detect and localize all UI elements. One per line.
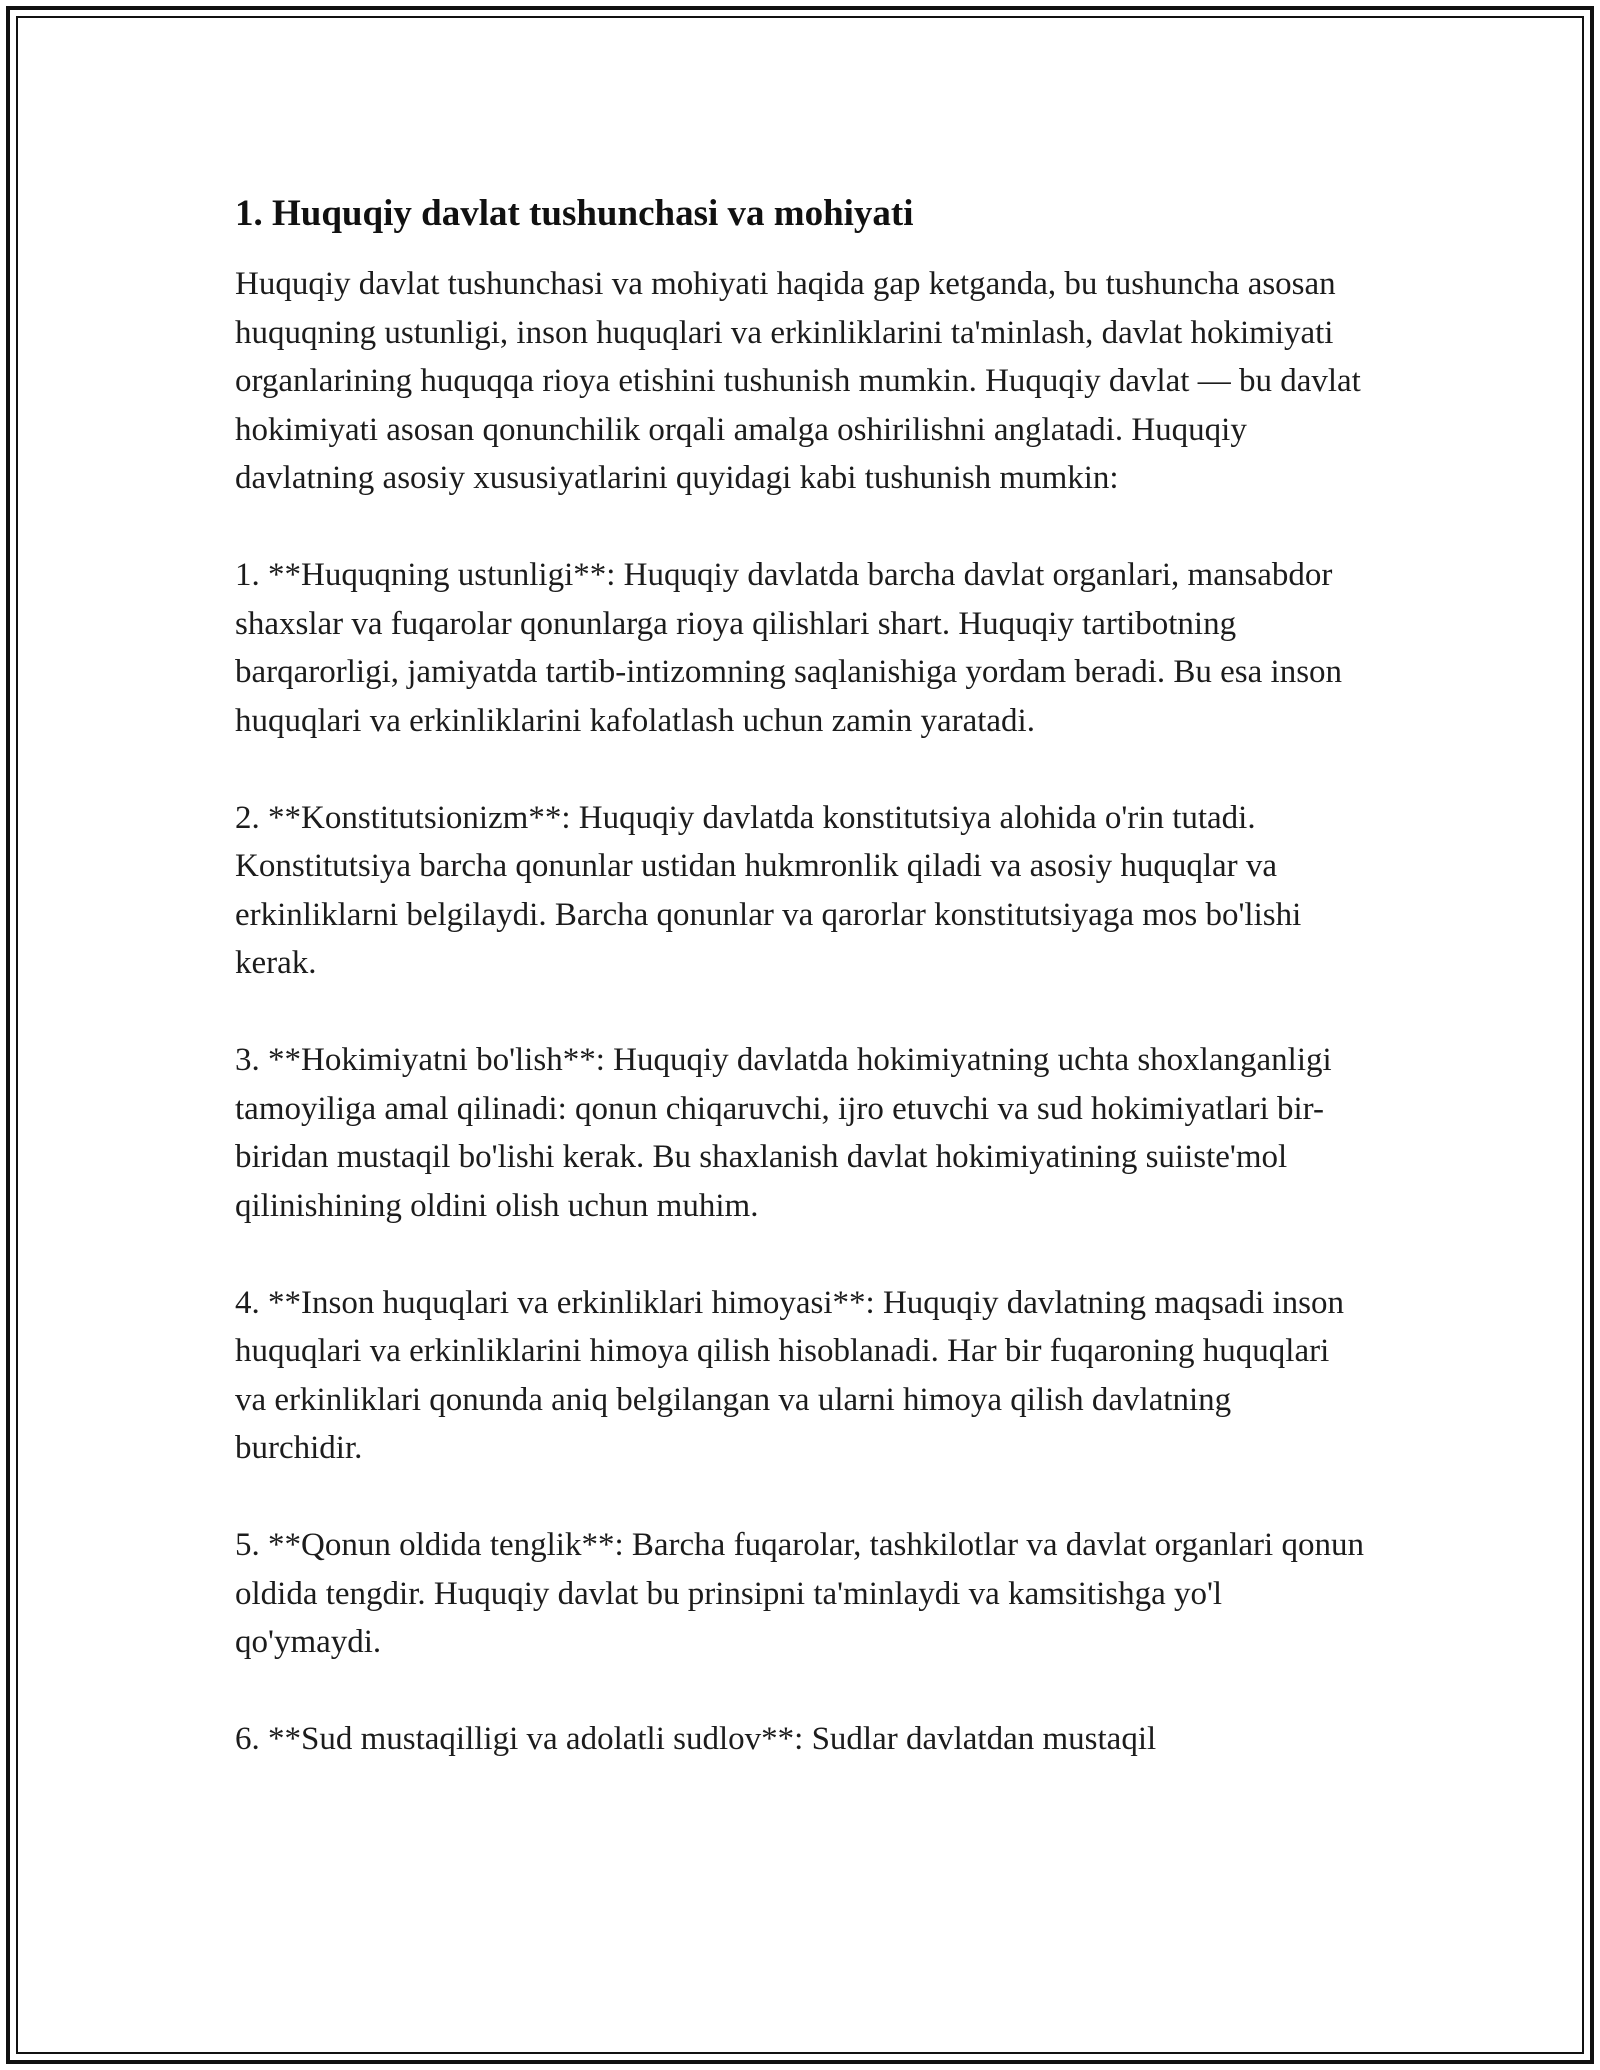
list-item-equality: 5. **Qonun oldida tenglik**: Barcha fuqarolar, tashkilotlar va davlat organlari qonun oldida tengdir. Huquqiy davlat bu prinsipni ta'minlaydi va kamsitishga yo'l qo'ymaydi.: [235, 1527, 1364, 1660]
intro-paragraph: Huquqiy davlat tushunchasi va mohiyati haqida gap ketganda, bu tushuncha asosan huquqning ustunligi, inson huquqlari va erkinliklarini ta'minlash, davlat hokimiyati organlarining huquqqa rioya etishini tushunish mumkin. Huquqiy davlat — bu davlat hokimiyati asosan qonunchilik orqali amalga oshirilishni anglatadi. Huquqiy davlatning asosiy xususiyatlarini quyidagi kabi tushunish mumkin:: [235, 266, 1361, 496]
document-body: [235, 188, 1365, 1764]
section-heading: 1. Huquqiy davlat tushunchasi va mohiyati: [235, 193, 914, 234]
list-item-constitutionalism: 2. **Konstitutsionizm**: Huquqiy davlatda konstitutsiya alohida o'rin tutadi. Konstitutsiya barcha qonunlar ustidan hukmronlik qiladi va asosiy huquqlar va erkinliklarni belgilaydi. Barcha qonunlar va qarorlar konstitutsiyaga mos bo'lishi kerak.: [235, 799, 1302, 981]
list-item-human-rights: 4. **Inson huquqlari va erkinliklari himoyasi**: Huquqiy davlatning maqsadi inson huquqlari va erkinliklarini himoya qilish hisoblanadi. Har bir fuqaroning huquqlari va erkinliklari qonunda aniq belgilangan va ularni himoya qilish davlatning burchidir.: [235, 1284, 1345, 1466]
list-item-rule-of-law: 1. **Huquqning ustunligi**: Huquqiy davlatda barcha davlat organlari, mansabdor shaxslar va fuqarolar qonunlarga rioya qilishlari shart. Huquqiy tartibotning barqarorligi, jamiyatda tartib-intizomning saqlanishiga yordam beradi. Bu esa inson huquqlari va erkinliklarini kafolatlash uchun zamin yaratadi.: [235, 557, 1343, 739]
list-item-judicial-independence: 6. **Sud mustaqilligi va adolatli sudlov**: Sudlar davlatdan mustaqil: [235, 1721, 1157, 1757]
list-item-separation-of-powers: 3. **Hokimiyatni bo'lish**: Huquqiy davlatda hokimiyatning uchta shoxlanganligi tamoyiliga amal qilinadi: qonun chiqaruvchi, ijro etuvchi va sud hokimiyatlari bir-biridan mustaqil bo'lishi kerak. Bu shaxlanish davlat hokimiyatining suiiste'mol qilinishining oldini olish uchun muhim.: [235, 1042, 1332, 1224]
